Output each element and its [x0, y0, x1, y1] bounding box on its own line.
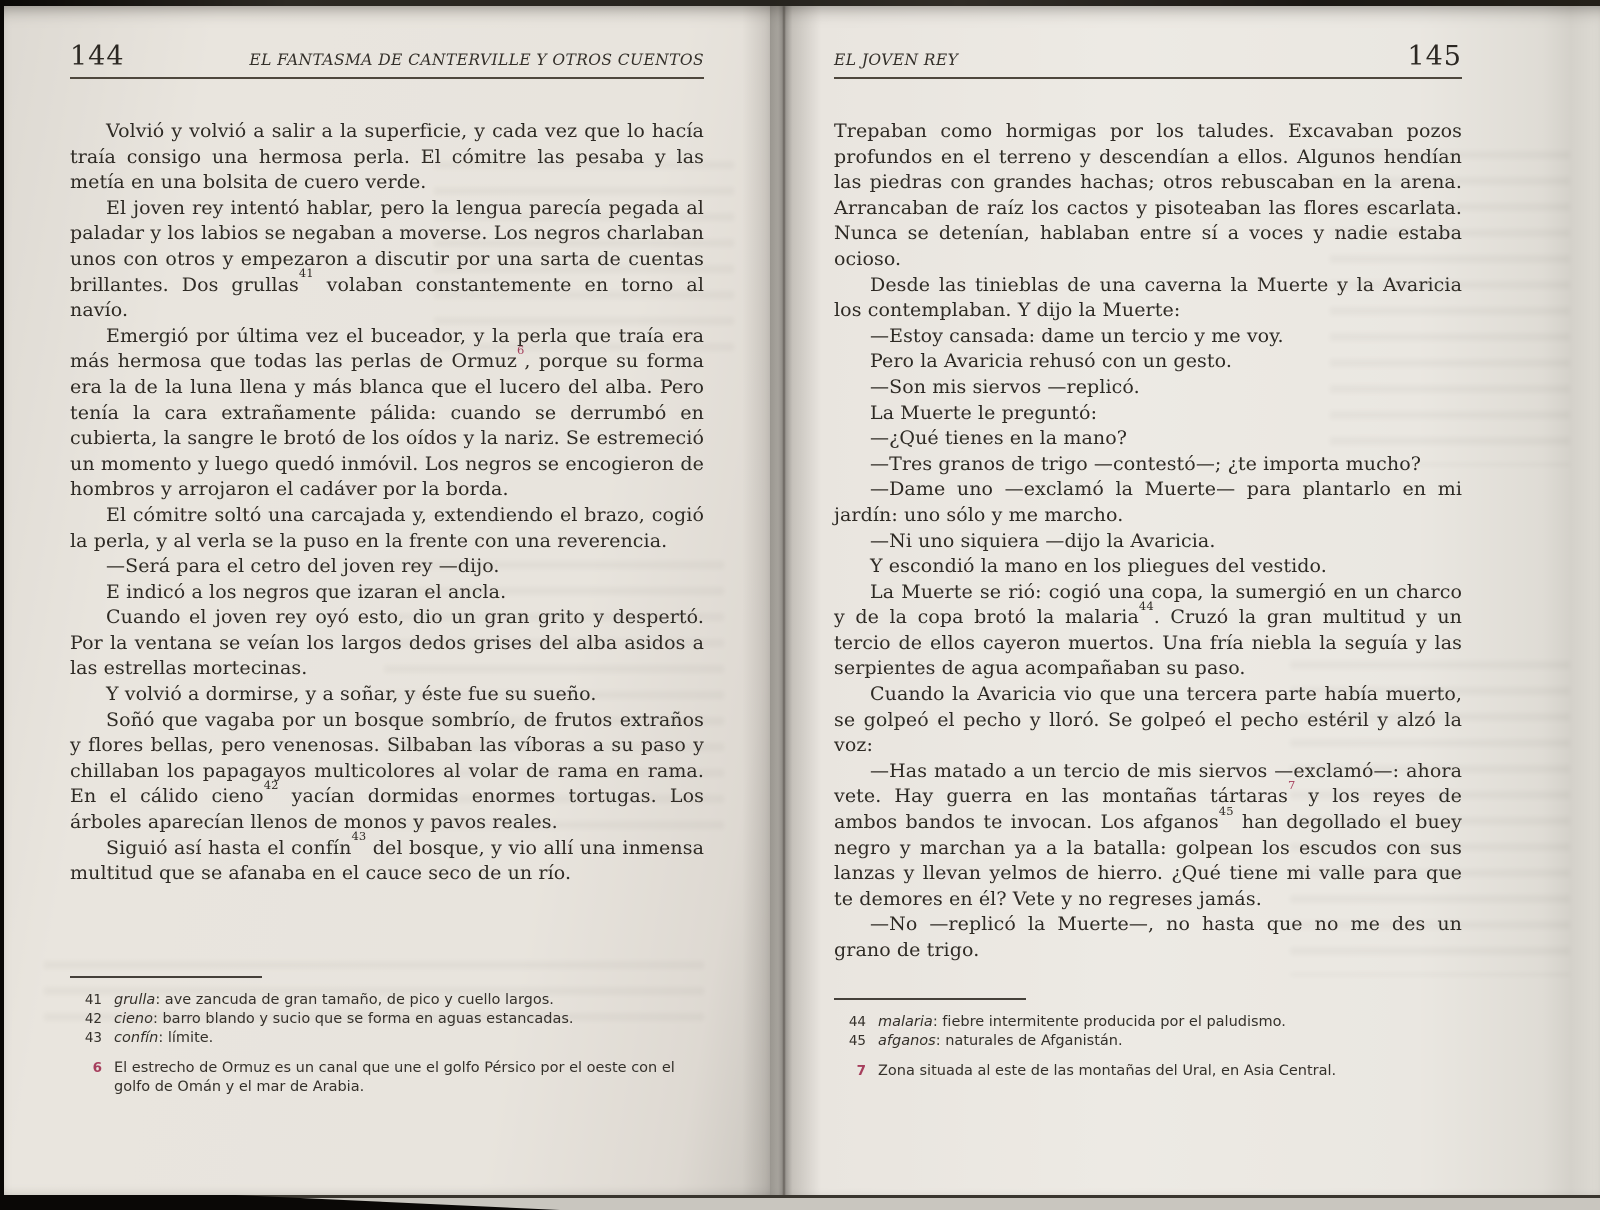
editor-note — [834, 1062, 1462, 1081]
scan-top-edge — [0, 0, 1600, 6]
paragraph: E indicó a los negros que izaran el ancla. — [106, 580, 507, 603]
paragraph: Trepaban como hormigas por los taludes. Excavaban pozos profundos en el terreno y descendían a ellos. Algunos hendían las piedras con grandes hachas; otros rebuscaban en la arena. Arrancaban de raíz los cactos y pisoteaban las flores escarlata. Nunca se detenían, hablaban entre sí a voces y nadie estaba ocioso. — [834, 120, 1462, 270]
footnote-term: cieno — [114, 1011, 153, 1027]
footnote-term: confín — [114, 1030, 159, 1046]
right-page — [770, 6, 1600, 1198]
footnote-marker: 43 — [351, 829, 367, 844]
footnote — [70, 1029, 704, 1048]
paragraph: Soñó que vagaba por un bosque sombrío, de frutos extraños y flores bellas, pero venenosas. Silbaban las víboras a su paso y chillaban los papagayos multicolores al volar de rama en rama. En el cálido cieno$^{42}$ yacían dormidas enormes tortugas. Los árboles aparecían llenos de monos y pavos reales. — [70, 708, 704, 834]
paragraph: —Estoy cansada: dame un tercio y me voy. — [870, 324, 1284, 347]
left-page-body — [70, 119, 704, 887]
paragraph: —Dame uno —exclamó la Muerte— para plantarlo en mi jardín: uno sólo y me marcho. — [834, 478, 1462, 526]
paragraph: Siguió así hasta el confín$^{43}$ del bosque, y vio allí una inmensa multitud que se afanaba en el cauce seco de un río. — [70, 829, 704, 885]
footnote-term: malaria — [878, 1014, 933, 1030]
footnote-text: grulla: ave zancuda de gran tamaño, de pico y cuello largos. — [114, 992, 554, 1008]
footnote-text: confín: límite. — [114, 1030, 214, 1046]
left-page-footnotes — [70, 976, 704, 1097]
footnote-marker: 45 — [1218, 803, 1234, 818]
footnote-text: cieno: barro blando y sucio que se forma en aguas estancadas. — [114, 1011, 574, 1027]
footnote-marker: 42 — [263, 778, 279, 793]
left-running-title: EL FANTASMA DE CANTERVILLE Y OTROS CUENTOS — [249, 51, 704, 69]
paragraph: El joven rey intentó hablar, pero la lengua parecía pegada al paladar y los labios se negaban a moverse. Los negros charlaban unos con otros y empezaron a discutir por una sarta de cuentas brillantes. Dos grullas$^{41}$ volaban constantemente en torno al navío. — [70, 196, 704, 322]
footnote — [70, 991, 704, 1010]
scan-left-edge — [0, 0, 4, 1210]
paragraph: —¿Qué tienes en la mano? — [870, 427, 1128, 450]
footnote-marker: 41 — [298, 266, 314, 281]
footnote-term: afganos — [878, 1033, 936, 1049]
paragraph: —Tres granos de trigo —contestó—; ¿te importa mucho? — [870, 452, 1422, 475]
paragraph: Emergió por última vez el buceador, y la perla que traía era más hermosa que todas las perlas de Ormuz$^6$, porque su forma era la de la luna llena y más blanca que el lucero del alba. Pero tenía la cara extrañamente pálida: cuando se derrumbó en cubierta, la sangre le brotó de los oídos y la nariz. Se estremeció un momento y luego quedó inmóvil. Los negros se encogieron de hombros y arrojaron el cadáver por la borda. — [70, 324, 704, 501]
left-page-header — [70, 36, 704, 79]
footnote — [70, 1010, 704, 1029]
paragraph: Volvió y volvió a salir a la superficie, y cada vez que lo hacía traía consigo una hermosa perla. El cómitre las pesaba y las metía en una bolsita de cuero verde. — [70, 120, 704, 194]
editor-note-number: 6 — [92, 1060, 102, 1076]
editor-note-marker: 7 — [1287, 778, 1296, 793]
paragraph: El cómitre soltó una carcajada y, extendiendo el brazo, cogió la perla, y al verla se la puso en la frente con una reverencia. — [70, 503, 704, 552]
paragraph: Y volvió a dormirse, y a soñar, y éste fue su sueño. — [106, 683, 597, 706]
footnote — [834, 1013, 1462, 1032]
footnote — [834, 1032, 1462, 1051]
right-page-number: 145 — [1407, 41, 1462, 72]
footnote-marker: 44 — [1138, 598, 1154, 613]
footnote-number: 45 — [848, 1033, 866, 1049]
paragraph: —Será para el cetro del joven rey —dijo. — [106, 555, 500, 578]
paragraph: —Son mis siervos —replicó. — [870, 375, 1140, 398]
editor-note-number: 7 — [856, 1063, 866, 1079]
right-running-title: EL JOVEN REY — [834, 51, 959, 69]
footnote-text: Zona situada al este de las montañas del Ural, en Asia Central. — [878, 1063, 1337, 1079]
right-page-header — [834, 36, 1462, 79]
footnote-text: El estrecho de Ormuz es un canal que une el golfo Pérsico por el oeste con el golfo de Omán y el mar de Arabia. — [114, 1060, 675, 1095]
paragraph: Y escondió la mano en los pliegues del vestido. — [870, 555, 1327, 578]
paragraph: La Muerte se rió: cogió una copa, la sumergió en un charco y de la copa brotó la malaria$^{44}$. Cruzó la gran multitud y un tercio de ellos cayeron muertos. Una fría niebla la seguía y las serpientes de agua acompañaban su paso. — [834, 580, 1463, 680]
spine-fold-line — [783, 6, 785, 1198]
left-page-number: 144 — [70, 41, 125, 72]
footnote-text: malaria: fiebre intermitente producida por el paludismo. — [878, 1014, 1286, 1030]
paragraph: Cuando el joven rey oyó esto, dio un gran grito y despertó. Por la ventana se veían los largos dedos grises del alba asidos a las estrellas mortecinas. — [70, 606, 704, 680]
footnote-text: afganos: naturales de Afganistán. — [878, 1033, 1123, 1049]
paragraph: La Muerte le preguntó: — [870, 401, 1098, 424]
footnote-number: 41 — [84, 992, 102, 1008]
editor-note — [70, 1059, 704, 1097]
footnote-number: 43 — [84, 1030, 102, 1046]
footnote-separator — [70, 976, 262, 978]
paragraph: —Has matado a un tercio de mis siervos —exclamó—: ahora vete. Hay guerra en las montañas tártaras$^7$ y los reyes de ambos bandos te invocan. Los afganos$^{45}$ han degollado el buey negro y marchan ya a la batalla: golpean los escudos con sus lanzas y llevan yelmos de hierro. ¿Qué tiene mi valle para que te demores en él? Vete y no regreses jamás. — [834, 759, 1462, 910]
footnote-term: grulla — [114, 992, 156, 1008]
right-page-body — [834, 119, 1462, 964]
paragraph: —Ni uno siquiera —dijo la Avaricia. — [870, 529, 1216, 552]
left-page — [4, 6, 770, 1198]
footnote-separator — [834, 998, 1026, 1000]
paragraph: Desde las tinieblas de una caverna la Muerte y la Avaricia los contemplaban. Y dijo la Muerte: — [834, 273, 1462, 322]
paragraph: Pero la Avaricia rehusó con un gesto. — [870, 350, 1232, 373]
right-page-footnotes — [834, 998, 1462, 1081]
paragraph: —No —replicó la Muerte—, no hasta que no me des un grano de trigo. — [834, 913, 1462, 961]
footnote-number: 42 — [84, 1011, 102, 1027]
editor-note-marker: 6 — [516, 343, 525, 358]
paragraph: Cuando la Avaricia vio que una tercera parte había muerto, se golpeó el pecho y lloró. Se golpeó el pecho estéril y alzó la voz: — [834, 683, 1462, 757]
footnote-number: 44 — [848, 1014, 866, 1030]
